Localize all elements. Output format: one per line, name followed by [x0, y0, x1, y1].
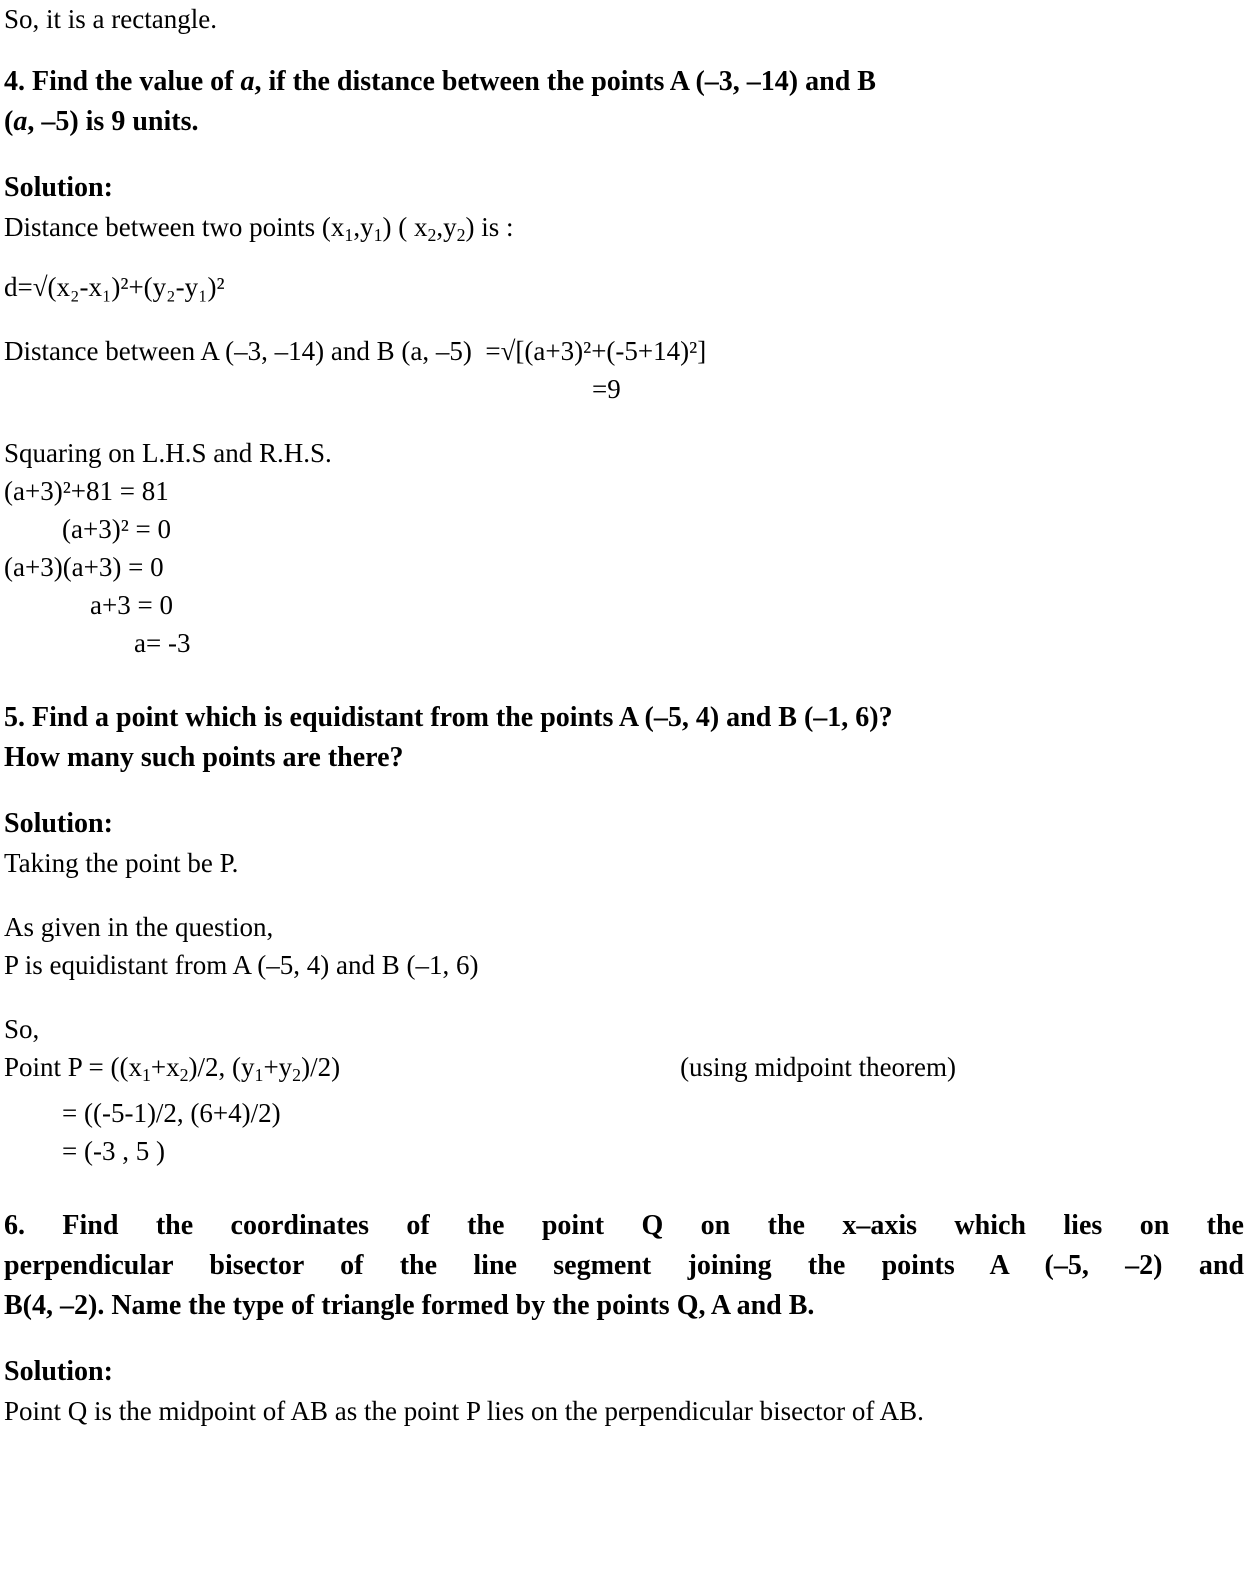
q4-text-b: , if the distance between the points A (–3, –14) and B	[254, 66, 876, 97]
q5-step-2: = (-3 , 5 )	[62, 1135, 165, 1166]
spacer	[4, 408, 1244, 434]
spacer	[4, 254, 1244, 268]
q4-l1-mid2: ) ( x	[382, 212, 428, 242]
q4-text-a: Find the value of	[32, 66, 241, 97]
q4-equals-nine: =9	[592, 373, 621, 404]
question-6-heading: 6. Find the coordinates of the point Q on the x–axis which lies on the	[4, 1209, 1244, 1241]
q5-line-4: So,	[4, 1013, 40, 1044]
spacer	[4, 984, 1244, 1010]
q5-sub-1: 1	[142, 1064, 151, 1085]
q5-sub-2: 2	[179, 1064, 189, 1085]
q5-point-p-row	[4, 1048, 1244, 1094]
spacer	[4, 1170, 1244, 1206]
spacer	[4, 142, 1244, 168]
q4-number: 4.	[4, 66, 25, 97]
q4-solution-label: Solution:	[4, 172, 113, 203]
question-5-heading-line2: How many such points are there?	[4, 741, 404, 773]
spacer	[4, 36, 1244, 62]
q4-var-a2: a	[13, 106, 28, 137]
question-4-heading	[4, 62, 1244, 102]
q4-distance-definition	[4, 208, 1244, 254]
q4-l1-mid: ,y	[353, 212, 374, 242]
q5-line-2: As given in the question,	[4, 911, 274, 942]
spacer	[4, 306, 1244, 332]
question-6-heading-line2: perpendicular bisector of the line segment joining the points A (–5, –2) and	[4, 1249, 1244, 1281]
q4-l1-end: ) is :	[465, 212, 514, 242]
spacer	[4, 778, 1244, 804]
q4-step-3: (a+3)(a+3) = 0	[4, 551, 164, 582]
q4-step-1: (a+3)²+81 = 81	[4, 475, 169, 506]
spacer	[4, 882, 1244, 908]
q4-l1-mid3: ,y	[436, 212, 457, 242]
q5-line-3: P is equidistant from A (–5, 4) and B (–1, 6)	[4, 949, 479, 980]
q5-step-1: = ((-5-1)/2, (6+4)/2)	[62, 1097, 281, 1128]
q4-var-a: a	[240, 66, 255, 97]
q4-distance-formula: d=√(x₂-x₁)²+(y₂-y₁)²	[4, 271, 225, 302]
q5-midpoint-note: (using midpoint theorem)	[680, 1051, 957, 1082]
question-6-heading-line3: B(4, –2). Name the type of triangle formed by the points Q, A and B.	[4, 1289, 815, 1321]
q5-sub-4: 2	[292, 1064, 302, 1085]
question-5-heading: 5. Find a point which is equidistant from the points A (–5, 4) and B (–1, 6)?	[4, 701, 893, 733]
spacer	[4, 1326, 1244, 1352]
q4-distance-ab: Distance between A (–3, –14) and B (a, –5) =√[(a+3)²+(-5+14)²]	[4, 335, 707, 366]
q6-solution-label: Solution:	[4, 1355, 113, 1387]
q5-point-p-pre: Point P = ((x	[4, 1051, 142, 1082]
q5-line-1: Taking the point be P.	[4, 847, 239, 878]
q4-text-c: (	[4, 106, 14, 137]
q4-step-4: a+3 = 0	[90, 589, 173, 620]
spacer	[4, 662, 1244, 698]
q4-l1-sub3: 2	[427, 224, 437, 245]
q5-point-p-formula: Point $P = ((x_1+x_2)/2$, $(y_1+y_2)/2$)	[4, 1051, 341, 1085]
intro-text: So, it is a rectangle.	[4, 4, 217, 34]
q4-squaring-note: Squaring on L.H.S and R.H.S.	[4, 437, 332, 468]
q5-sub-3: 1	[254, 1064, 264, 1085]
q4-step-5: a= -3	[134, 627, 191, 658]
q4-l1-sub4: 2	[456, 224, 466, 245]
q4-l1-sub2: 1	[373, 224, 383, 245]
q4-text-d: , –5) is 9 units.	[27, 106, 199, 137]
q4-l1-sub1: 1	[344, 224, 354, 245]
q5-solution-label: Solution:	[4, 807, 113, 839]
q4-step-2: (a+3)² = 0	[62, 513, 172, 544]
question-4-heading-line2	[4, 102, 1244, 142]
q6-line-1: Point Q is the midpoint of AB as the point P lies on the perpendicular bisector of AB.	[4, 1395, 924, 1426]
q4-l1-pre: Distance between two points (x	[4, 212, 345, 242]
